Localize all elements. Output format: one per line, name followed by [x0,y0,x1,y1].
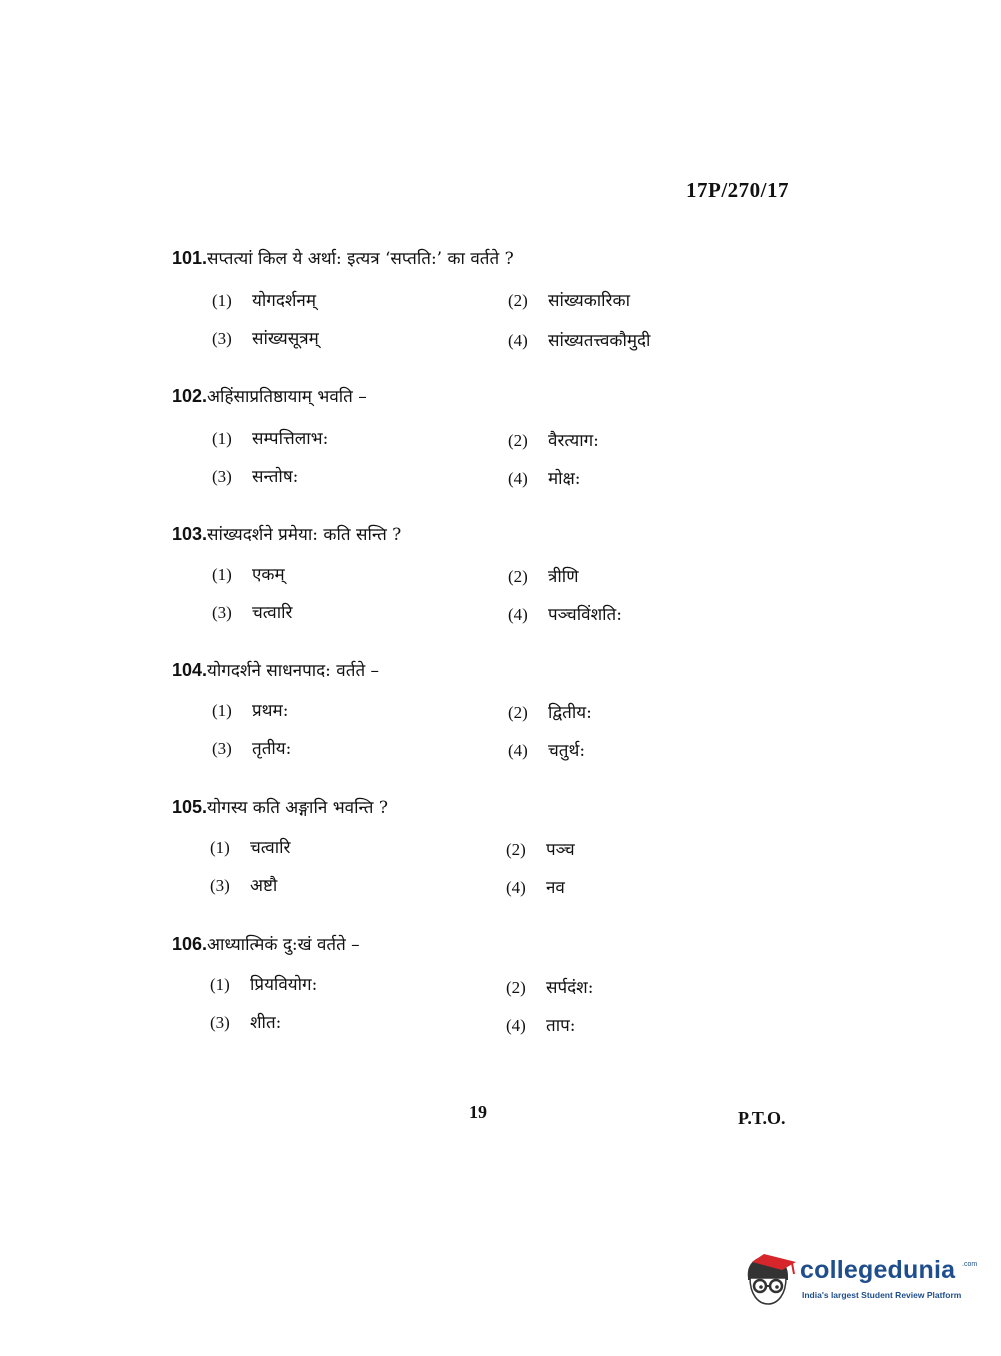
page-number: 19 [469,1102,487,1122]
option-1: (1) सम्पत्तिलाभ: [212,429,329,449]
option-4: (4) पञ्चविंशति: [508,605,622,625]
question-number: 105. [172,797,208,817]
question-104 [172,658,732,761]
option-4: (4) नव [506,878,565,898]
option-2: (2) सांख्यकारिका [508,291,630,311]
option-3: (3) सन्तोष: [212,467,299,487]
option-4: (4) चतुर्थ: [508,741,586,761]
collegedunia-logo [742,1250,978,1310]
option-3: (3) तृतीय: [212,739,292,759]
option-2: (2) द्वितीय: [508,703,592,723]
logo-wordmark: collegedunia [800,1256,956,1284]
question-text: अहिंसाप्रतिष्ठायाम् भवति – [207,387,367,407]
option-1: (1) प्रियवियोग: [210,975,318,995]
option-1: (1) योगदर्शनम् [212,291,317,311]
option-4: (4) सांख्यतत्त्वकौमुदी [508,331,651,351]
option-2: (2) त्रीणि [508,567,579,587]
question-text: सांख्यदर्शने प्रमेया: कति सन्ति ? [207,525,402,545]
option-1: (1) एकम् [212,565,285,585]
question-text: योगस्य कति अङ्गानि भवन्ति ? [207,798,388,818]
option-3: (3) अष्टौ [210,876,278,896]
option-2: (2) सर्पदंश: [506,978,594,998]
question-text: सप्तत्यां किल ये अर्था: इत्यत्र ‘सप्तति:’ का वर्तते ? [207,249,514,269]
student-mascot-icon [742,1250,800,1310]
question-103 [172,522,732,625]
option-3: (3) शीत: [210,1013,282,1033]
question-number: 102. [172,386,208,406]
option-4: (4) मोक्ष: [508,469,581,489]
option-1: (1) चत्वारि [210,838,291,858]
question-text: आध्यात्मिकं दु:खं वर्तते – [207,935,360,955]
question-106 [172,932,732,1036]
option-3: (3) सांख्यसूत्रम् [212,329,319,349]
question-101 [172,246,732,351]
question-105 [172,795,732,898]
paper-code: 17P/270/17 [686,178,789,202]
question-number: 103. [172,524,208,544]
option-2: (2) पञ्च [506,840,575,860]
question-number: 101. [172,248,208,268]
logo-tagline: India's largest Student Review Platform [802,1290,962,1300]
option-3: (3) चत्वारि [212,603,293,623]
question-number: 106. [172,934,208,954]
pto-label: P.T.O. [738,1108,786,1128]
option-2: (2) वैरत्याग: [508,431,599,451]
question-number: 104. [172,660,208,680]
option-1: (1) प्रथम: [212,701,289,721]
question-102 [172,384,732,489]
option-4: (4) ताप: [506,1016,576,1036]
question-text: योगदर्शने साधनपाद: वर्तते – [207,661,380,681]
logo-domain-suffix: .com [962,1261,978,1268]
